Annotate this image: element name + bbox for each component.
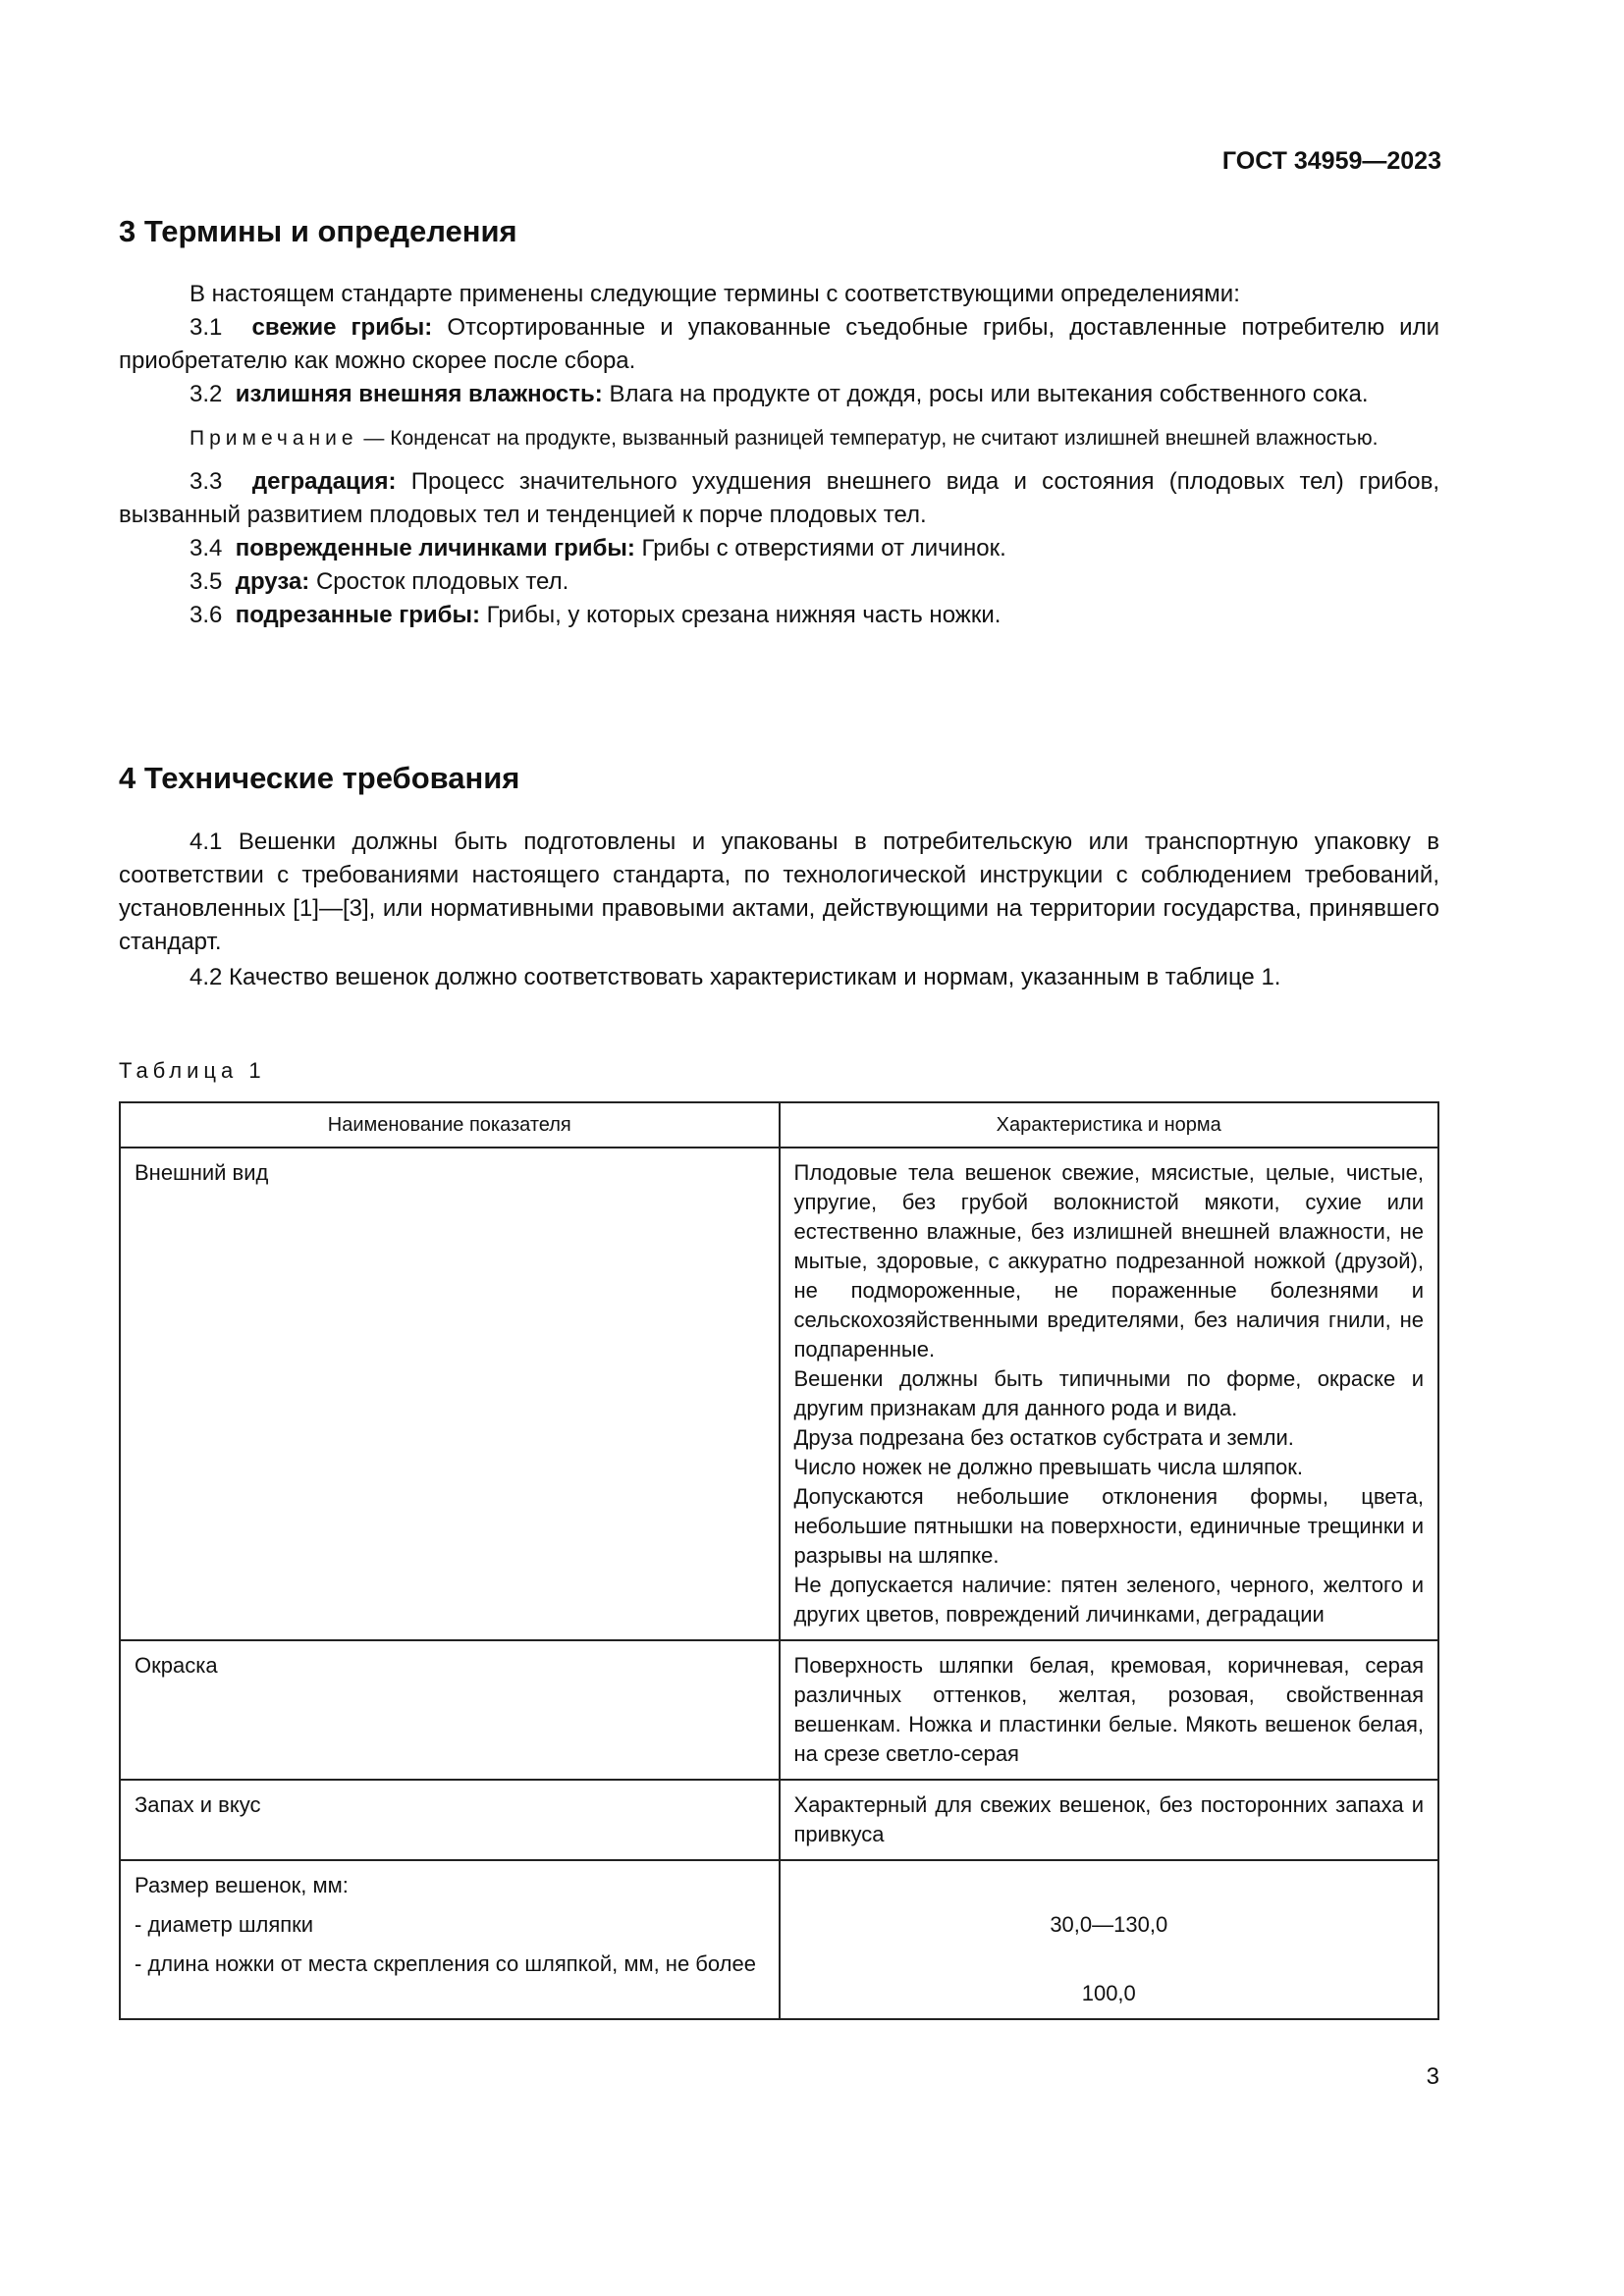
table-row bbox=[120, 1640, 1438, 1780]
paragraph-4-1: 4.1 Вешенки должны быть подготовлены и упакованы в потребительскую или транспортную упаковку в соответствии с требованиями настоящего стандарта, по технологической инструкции с соблюдением требований, установленных [1]—[3], или нормативными правовыми актами, действующими на территории государства, принявшего стандарт. bbox=[119, 828, 1439, 955]
term-definition: Влага на продукте от дождя, росы или вытекания собственного сока. bbox=[609, 381, 1369, 407]
size-stem-length: - длина ножки от места скрепления со шляпкой, мм, не более bbox=[135, 1951, 756, 1976]
table-caption: Таблица 1 bbox=[119, 1058, 266, 1083]
term-definition: Грибы, у которых срезана нижняя часть ножки. bbox=[486, 602, 1001, 628]
document-code: ГОСТ 34959—2023 bbox=[1221, 147, 1441, 175]
term-number: 3.2 bbox=[189, 381, 223, 407]
table-row bbox=[120, 1148, 1438, 1640]
size-stem-length-value: 100,0 bbox=[1081, 1981, 1136, 2005]
appearance-line: Допускаются небольшие отклонения формы, цвета, небольшие пятнышки на поверхности, единичные трещинки и разрывы на шляпке. bbox=[793, 1484, 1424, 1568]
term-3-3 bbox=[119, 465, 1439, 532]
term-number: 3.6 bbox=[189, 602, 223, 628]
page-number: 3 bbox=[1426, 2063, 1439, 2090]
table-cell-value bbox=[780, 1860, 1439, 2019]
table-cell-value bbox=[780, 1148, 1439, 1640]
term-3-5 bbox=[119, 565, 1439, 599]
term-name: друза: bbox=[235, 568, 310, 595]
appearance-line: Вешенки должны быть типичными по форме, окраске и другим признакам для данного рода и вида. bbox=[793, 1366, 1424, 1420]
term-definition: Процесс значительного ухудшения внешнего вида и состояния (плодовых тел) грибов, вызванный развитием плодовых тел и тенденцией к порче плодовых тел. bbox=[119, 468, 1439, 528]
appearance-line: Плодовые тела вешенок свежие, мясистые, целые, чистые, упругие, без грубой волокнистой мякоти, сухие или естественно влажные, без излишней внешней влажности, не мытые, здоровые, с аккуратно подрезанной ножкой (друзой), не подмороженные, не пораженные болезнями и сельскохозяйственными вредителями, без наличия гнили, не подпаренные. bbox=[793, 1160, 1424, 1362]
table-cell-value: Характерный для свежих вешенок, без посторонних запаха и привкуса bbox=[780, 1780, 1439, 1860]
paragraph-4-2: 4.2 Качество вешенок должно соответствовать характеристикам и нормам, указанным в таблице 1. bbox=[189, 964, 1281, 990]
quality-table bbox=[119, 1101, 1439, 2020]
size-cap-diameter-value: 30,0—130,0 bbox=[1050, 1912, 1168, 1937]
table-header-row bbox=[120, 1102, 1438, 1148]
size-title: Размер вешенок, мм: bbox=[135, 1873, 349, 1897]
term-3-1 bbox=[119, 311, 1439, 378]
table-header: Наименование показателя bbox=[120, 1102, 780, 1148]
appearance-line: Число ножек не должно превышать числа шляпок. bbox=[793, 1455, 1304, 1479]
size-cap-diameter: - диаметр шляпки bbox=[135, 1912, 314, 1937]
term-definition: Отсортированные и упакованные съедобные грибы, доставленные потребителю или приобретателю как можно скорее после сбора. bbox=[119, 314, 1439, 374]
term-number: 3.4 bbox=[189, 535, 223, 561]
term-number: 3.5 bbox=[189, 568, 223, 595]
table-cell-name: Окраска bbox=[120, 1640, 780, 1780]
note-text: — Конденсат на продукте, вызванный разницей температур, не считают излишней внешней влажностью. bbox=[363, 427, 1379, 450]
term-definition: Грибы с отверстиями от личинок. bbox=[641, 535, 1006, 561]
appearance-line: Не допускается наличие: пятен зеленого, черного, желтого и других цветов, повреждений личинками, деградации bbox=[793, 1573, 1424, 1627]
section-3-body bbox=[119, 278, 1439, 632]
term-3-6 bbox=[119, 599, 1439, 632]
section-4-title: 4 Технические требования bbox=[119, 761, 520, 795]
term-3-2 bbox=[119, 378, 1439, 411]
note-label: Примечание bbox=[189, 427, 358, 450]
term-name: деградация: bbox=[251, 468, 397, 495]
term-number: 3.3 bbox=[189, 468, 223, 495]
term-number: 3.1 bbox=[189, 314, 223, 341]
term-name: свежие грибы: bbox=[251, 314, 433, 341]
term-3-4 bbox=[119, 532, 1439, 565]
appearance-line: Друза подрезана без остатков субстрата и земли. bbox=[793, 1425, 1294, 1450]
table-cell-name: Запах и вкус bbox=[120, 1780, 780, 1860]
section-4-body bbox=[119, 826, 1439, 994]
table-cell-value: Поверхность шляпки белая, кремовая, коричневая, серая различных оттенков, желтая, розовая, свойственная вешенкам. Ножка и пластинки белые. Мякоть вешенок белая, на срезе светло-серая bbox=[780, 1640, 1439, 1780]
table-cell-name bbox=[120, 1860, 780, 2019]
section-3-title: 3 Термины и определения bbox=[119, 214, 517, 248]
term-name: поврежденные личинками грибы: bbox=[235, 535, 635, 561]
table-header: Характеристика и норма bbox=[780, 1102, 1439, 1148]
note bbox=[119, 423, 1439, 454]
term-name: подрезанные грибы: bbox=[235, 602, 480, 628]
term-definition: Сросток плодовых тел. bbox=[315, 568, 569, 595]
table-row bbox=[120, 1780, 1438, 1860]
section-3-intro: В настоящем стандарте применены следующие термины с соответствующими определениями: bbox=[189, 281, 1240, 307]
table-row bbox=[120, 1860, 1438, 2019]
table-cell-name: Внешний вид bbox=[120, 1148, 780, 1640]
term-name: излишняя внешняя влажность: bbox=[235, 381, 603, 407]
